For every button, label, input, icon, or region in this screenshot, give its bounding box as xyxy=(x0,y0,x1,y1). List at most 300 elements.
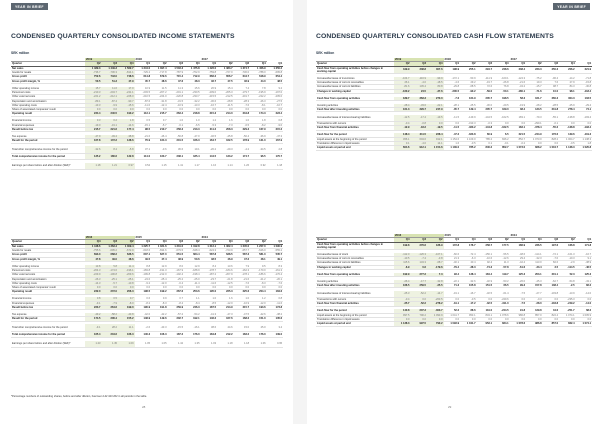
value-cell: 211.2 xyxy=(201,128,218,132)
value-cell: -104.7 xyxy=(394,77,411,81)
value-cell: 259.5 xyxy=(411,284,428,288)
value-cell: 149.6 xyxy=(151,317,168,321)
value-cell: 114.0 xyxy=(135,153,152,160)
value-cell: -8.2 xyxy=(250,123,267,127)
quarter-label: Q2 xyxy=(427,238,444,242)
value-cell: -192.4 xyxy=(168,273,185,277)
value-cell: 1.0 xyxy=(168,119,185,123)
value-cell: -193.4 xyxy=(576,115,593,122)
quarter-label: Q3 xyxy=(477,238,494,242)
value-cell: 1.6 xyxy=(217,119,234,123)
value-cell: -19.5 xyxy=(427,115,444,122)
value-cell: -180.1 xyxy=(510,89,527,93)
value-cell: -244.5 xyxy=(493,309,510,313)
value-cell: 115.6 xyxy=(394,261,411,265)
value-cell: 46.9 xyxy=(234,79,251,83)
value-cell: 1 109.0 xyxy=(444,146,461,150)
quarter-label: Q1 xyxy=(201,62,218,66)
quarter-label: Q2 xyxy=(250,240,267,244)
value-cell: 186.9 xyxy=(510,242,527,249)
value-cell: 49.0 xyxy=(102,257,119,261)
value-cell: -0.3 xyxy=(477,122,494,126)
value-cell: 91.8 xyxy=(510,309,527,313)
value-cell: 1 245.0 xyxy=(234,244,251,248)
value-cell: 1.8 xyxy=(118,119,135,123)
value-cell: 0.7 xyxy=(151,119,168,123)
row-label: Cash flow from financial activities xyxy=(316,302,394,306)
value-cell: 668.2 xyxy=(102,253,119,257)
value-cell: -89.1 xyxy=(85,99,102,103)
row-label: Personnel costs xyxy=(11,90,85,94)
value-cell: -201.1 xyxy=(168,90,185,94)
value-cell: 46.9 xyxy=(217,257,234,261)
row-label: Cash flow for the period xyxy=(316,309,394,313)
value-cell: 0.0 xyxy=(526,142,543,146)
value-cell: -61.4 xyxy=(493,291,510,298)
value-cell: 48.6 xyxy=(118,257,135,261)
value-cell: 666.2 xyxy=(201,75,218,79)
row-label: Cash flow after investing activities xyxy=(316,108,394,112)
value-cell: 828.2 xyxy=(543,137,560,141)
value-cell: 294.7 xyxy=(477,66,494,73)
value-cell: 1.18 xyxy=(234,341,251,348)
value-cell: 14.1 xyxy=(427,142,444,146)
value-cell: -7.5 xyxy=(510,291,527,298)
value-cell: -12.0 xyxy=(151,281,168,285)
row-label: Other operating costs xyxy=(11,281,85,285)
value-cell: 5.8 xyxy=(102,265,119,269)
value-cell: 1 074.1 xyxy=(559,313,576,317)
value-cell: -56.8 xyxy=(168,135,185,139)
value-cell: -6.4 xyxy=(168,281,185,285)
value-cell: 163.7 xyxy=(151,153,168,160)
value-cell: -42.6 xyxy=(250,313,267,317)
page-title: CONDENSED QUARTERLY CONSOLIDATED INCOME STATEMENTS xyxy=(11,33,235,40)
value-cell: 1.16 xyxy=(201,163,218,170)
value-cell: -55.1 xyxy=(543,115,560,122)
value-cell: 186.9 xyxy=(427,242,444,249)
value-cell: -3.8 xyxy=(427,256,444,260)
value-cell: 0.0 xyxy=(543,298,560,302)
value-cell: -9.2 xyxy=(135,281,152,285)
value-cell: 135.2 xyxy=(85,153,102,160)
value-cell: 192.1 xyxy=(184,317,201,321)
value-cell: -79.4 xyxy=(444,265,461,269)
value-cell: 1 073.0 xyxy=(526,137,543,141)
row-label: Translation difference in liquid assets xyxy=(316,318,394,322)
value-cell: 0.0 xyxy=(184,108,201,112)
value-cell: 1.2 xyxy=(250,297,267,301)
value-cell: -32.5 xyxy=(477,302,494,306)
value-cell: 192.9 xyxy=(394,273,411,277)
value-cell: 7.6 xyxy=(543,80,560,84)
quarter-label: Q4 xyxy=(526,238,543,242)
value-cell: 139.4 xyxy=(460,108,477,112)
value-cell: 8.4 xyxy=(102,146,119,153)
value-cell: -12.5 xyxy=(394,115,411,122)
value-cell: -0.4 xyxy=(394,298,411,302)
income-table-2017-2019 xyxy=(11,58,283,170)
value-cell: 1 005.9 xyxy=(576,313,593,317)
value-cell: 172.8 xyxy=(444,242,461,249)
value-cell: -6.5 xyxy=(234,123,251,127)
value-cell: -21.8 xyxy=(217,277,234,281)
value-cell: 1 109.0 xyxy=(460,137,477,141)
value-cell: 165.4 xyxy=(85,331,102,338)
row-label: Increase/decrease of interest-bearing liabilities xyxy=(316,291,394,298)
value-cell: 1.2 xyxy=(201,119,218,123)
value-cell: -37.6 xyxy=(427,89,444,93)
value-cell: 712.9 xyxy=(184,75,201,79)
value-cell: -706.3 xyxy=(102,70,119,74)
year-label: 2016 xyxy=(394,234,444,238)
value-cell: -0.8 xyxy=(411,122,428,126)
value-cell: 51.3 xyxy=(102,79,119,83)
value-cell: -138.8 xyxy=(559,115,576,122)
value-cell: 0.0 xyxy=(135,108,152,112)
value-cell: 174.5 xyxy=(85,317,102,321)
value-cell: 693.0 xyxy=(85,253,102,257)
year-label: 2014 xyxy=(201,236,267,240)
value-cell: 349.9 xyxy=(394,66,411,73)
value-cell: 66.5 xyxy=(493,284,510,288)
value-cell: 215.7 xyxy=(151,112,168,116)
table-row xyxy=(11,331,283,338)
value-cell: 607.1 xyxy=(135,253,152,257)
value-cell: 0.0 xyxy=(85,286,102,290)
row-label: Result for the period xyxy=(11,139,85,143)
value-cell: 129.8 xyxy=(526,309,543,313)
value-cell: 604.6 xyxy=(394,146,411,150)
value-cell: 7.8 xyxy=(250,87,267,91)
value-cell: -263.5 xyxy=(427,298,444,302)
value-cell: 258.3 xyxy=(168,128,185,132)
value-cell: -90.7 xyxy=(118,99,135,103)
value-cell: 8.3 xyxy=(267,265,284,269)
value-cell: 113.1 xyxy=(135,112,152,116)
value-cell: -11.5 xyxy=(217,103,234,107)
value-cell: -31.8 xyxy=(151,99,168,103)
unit-label: SEK million xyxy=(316,51,335,55)
value-cell: -220.8 xyxy=(168,95,185,99)
value-cell: -378.4 xyxy=(526,126,543,130)
value-cell: 174.3 xyxy=(250,112,267,116)
value-cell: 146.2 xyxy=(201,317,218,321)
value-cell: -42.4 xyxy=(510,261,527,265)
value-cell: -7.5 xyxy=(510,302,527,306)
value-cell: 260.3 xyxy=(543,97,560,101)
value-cell: -26.0 xyxy=(510,280,527,284)
value-cell: -8.5 xyxy=(201,301,218,305)
value-cell: -626.0 xyxy=(250,248,267,252)
value-cell: 953.1 xyxy=(460,313,477,317)
quarter-label: Q2 xyxy=(217,62,234,66)
value-cell: 215.3 xyxy=(201,112,218,116)
value-cell: 24.5 xyxy=(411,89,428,93)
value-cell: -71.8 xyxy=(576,77,593,81)
value-cell: -90.2 xyxy=(460,89,477,93)
value-cell: -15.7 xyxy=(526,85,543,89)
value-cell: 161.3 xyxy=(394,108,411,112)
value-cell: -174.6 xyxy=(102,268,119,272)
value-cell: 743.0 xyxy=(102,75,119,79)
value-cell: 247.9 xyxy=(427,108,444,112)
value-cell: -30.6 xyxy=(201,99,218,103)
value-cell: 206.3 xyxy=(118,290,135,294)
value-cell: 1 383.7 xyxy=(217,66,234,70)
quarter-label: Q1 xyxy=(135,62,152,66)
quarter-label: Q4 xyxy=(559,62,576,66)
value-cell: 199.0 xyxy=(118,306,135,310)
value-cell: 828.2 xyxy=(526,146,543,150)
value-cell: -19.7 xyxy=(477,80,494,84)
value-cell: -34.5 xyxy=(250,146,267,153)
value-cell: -46.5 xyxy=(576,265,593,269)
value-cell: 338.8 xyxy=(411,66,428,73)
year-label: 2017 xyxy=(201,58,267,62)
value-cell: -60.6 xyxy=(444,253,461,257)
value-cell: -7.6 xyxy=(267,281,284,285)
value-cell: -736.7 xyxy=(85,70,102,74)
value-cell: -43.3 xyxy=(151,324,168,331)
value-cell: -12.0 xyxy=(250,301,267,305)
value-cell: -49.4 xyxy=(102,135,119,139)
value-cell: -209.0 xyxy=(201,90,218,94)
value-cell: -12.6 xyxy=(493,256,510,260)
quarter-label: Q1 xyxy=(267,240,284,244)
quarter-label: Q3 xyxy=(234,62,251,66)
value-cell: -2.9 xyxy=(559,261,576,265)
value-cell: 167.9 xyxy=(250,128,267,132)
value-cell: -6.1 xyxy=(168,123,185,127)
value-cell: 1 225.7 xyxy=(135,244,152,248)
value-cell: -28.8 xyxy=(217,99,234,103)
value-cell: -116.9 xyxy=(411,77,428,81)
value-cell: 1.23 xyxy=(85,341,102,348)
row-label: Depreciation and amortisation xyxy=(11,277,85,281)
value-cell: 822.4 xyxy=(559,322,576,326)
row-label: Goods for resale xyxy=(11,248,85,252)
page-number: 28 xyxy=(142,405,146,409)
value-cell: 0.0 xyxy=(510,122,527,126)
value-cell: 1 309.4 xyxy=(118,244,135,248)
value-cell: 1.09 xyxy=(118,341,135,348)
quarter-label: Q3 xyxy=(168,62,185,66)
value-cell: -191.3 xyxy=(151,268,168,272)
value-cell: -2.5 xyxy=(559,284,576,288)
value-cell: -657.7 xyxy=(234,248,251,252)
value-cell: 232.0 xyxy=(85,290,102,294)
value-cell: 0.3 xyxy=(85,119,102,123)
quarter-label: Q2 xyxy=(151,62,168,66)
quarter-label: Q4 xyxy=(151,240,168,244)
value-cell: 225.6 xyxy=(234,290,251,294)
value-cell: -170.4 xyxy=(267,273,284,277)
quarter-header-label: Quarter xyxy=(11,62,85,66)
value-cell: -14.6 xyxy=(118,123,135,127)
value-cell: 1 426.0 xyxy=(201,66,218,70)
value-cell: 8.4 xyxy=(201,265,218,269)
value-cell: -59.0 xyxy=(477,89,494,93)
value-cell: -17.7 xyxy=(411,280,428,284)
value-cell: 11.3 xyxy=(493,261,510,265)
value-cell: -10.9 xyxy=(234,301,251,305)
value-cell: 1 362.4 xyxy=(217,244,234,248)
value-cell: 278.4 xyxy=(559,108,576,112)
row-label: Transactions with owners xyxy=(316,298,394,302)
quarter-label: Q4 xyxy=(118,62,135,66)
value-cell: -161.3 xyxy=(267,268,284,272)
value-cell: -7.0 xyxy=(543,256,560,260)
value-cell: 852.7 xyxy=(493,146,510,150)
value-cell: 215.7 xyxy=(85,128,102,132)
value-cell: 0.0 xyxy=(444,298,461,302)
value-cell: 74.1 xyxy=(576,108,593,112)
value-cell: 953.1 xyxy=(477,322,494,326)
value-cell: 1.18 xyxy=(217,341,234,348)
value-cell: 10.9 xyxy=(135,87,152,91)
value-cell: -212.5 xyxy=(217,95,234,99)
value-cell: -32.5 xyxy=(477,291,494,298)
value-cell: 0.0 xyxy=(250,286,267,290)
value-cell: -196.8 xyxy=(102,273,119,277)
value-cell: -26.3 xyxy=(250,99,267,103)
year-label: 2015 xyxy=(444,234,510,238)
value-cell: -7.6 xyxy=(234,103,251,107)
value-cell: -18.2 xyxy=(411,126,428,130)
value-cell: 0.97 xyxy=(118,163,135,170)
value-cell: 1 344.0 xyxy=(135,66,152,70)
value-cell: -199.8 xyxy=(135,273,152,277)
value-cell: 0.6 xyxy=(135,297,152,301)
value-cell: 195.0 xyxy=(201,290,218,294)
value-cell: 834.1 xyxy=(477,313,494,317)
value-cell: -13.9 xyxy=(559,291,576,298)
value-cell: -0.3 xyxy=(526,298,543,302)
value-cell: 52.2 xyxy=(444,309,461,313)
value-cell: -196.1 xyxy=(118,268,135,272)
value-cell: -14.0 xyxy=(576,302,593,306)
value-cell: -57.8 xyxy=(493,265,510,269)
value-cell: 221.9 xyxy=(576,66,593,73)
value-cell: -25.5 xyxy=(460,104,477,108)
value-cell: 169.0 xyxy=(493,108,510,112)
value-cell: -249.2 xyxy=(559,302,576,306)
year-label: 2019 xyxy=(85,58,135,62)
value-cell: -172.1 xyxy=(444,77,461,81)
value-cell: -4.6 xyxy=(444,80,461,84)
value-cell: -9.1 xyxy=(85,324,102,331)
value-cell: 0.0 xyxy=(460,318,477,322)
value-cell: -209.6 xyxy=(118,273,135,277)
value-cell: -2.6 xyxy=(135,324,152,331)
value-cell: 0.0 xyxy=(201,286,218,290)
value-cell: -25.3 xyxy=(394,291,411,298)
value-cell: 986.8 xyxy=(526,322,543,326)
quarter-label: Q4 xyxy=(460,238,477,242)
row-label: Operating result xyxy=(11,290,85,294)
quarter-label: Q4 xyxy=(394,238,411,242)
value-cell: 664.4 xyxy=(184,253,201,257)
value-cell: 36.6 xyxy=(168,146,185,153)
value-cell: 0.0 xyxy=(102,286,119,290)
value-cell: 198.5 xyxy=(135,290,152,294)
table-row xyxy=(11,324,283,331)
value-cell: 581.0 xyxy=(250,253,267,257)
value-cell: 277.2 xyxy=(411,273,428,277)
value-cell: -12.0 xyxy=(217,301,234,305)
value-cell: 133.5 xyxy=(526,108,543,112)
value-cell: -212.0 xyxy=(151,273,168,277)
value-cell: -32.2 xyxy=(184,99,201,103)
value-cell: 304.3 xyxy=(559,97,576,101)
value-cell: 0.0 xyxy=(394,318,411,322)
value-cell: 215.2 xyxy=(267,128,284,132)
value-cell: -12.4 xyxy=(151,103,168,107)
value-cell: 199.2 xyxy=(151,290,168,294)
value-cell: 15.6 xyxy=(184,87,201,91)
value-cell: 161.7 xyxy=(526,97,543,101)
value-cell: 258.7 xyxy=(477,242,494,249)
value-cell: 183.1 xyxy=(510,126,527,130)
value-cell: 1 041.7 xyxy=(444,313,461,317)
row-label: Share of associated companies' result xyxy=(11,108,85,112)
value-cell: 0.0 xyxy=(477,318,494,322)
value-cell: 105.8 xyxy=(460,284,477,288)
value-cell: -7.4 xyxy=(411,256,428,260)
value-cell: -205.3 xyxy=(217,90,234,94)
value-cell: 184.4 xyxy=(477,273,494,277)
value-cell: 27.9 xyxy=(559,80,576,84)
value-cell: 47.4 xyxy=(151,257,168,261)
value-cell: 0.8 xyxy=(85,297,102,301)
value-cell: 0.0 xyxy=(151,286,168,290)
value-cell: -29.3 xyxy=(217,146,234,153)
value-cell: 785.2 xyxy=(477,137,494,141)
value-cell: 0.0 xyxy=(427,318,444,322)
value-cell: 0.0 xyxy=(444,122,461,126)
row-label: Net sales xyxy=(11,244,85,248)
quarter-label: Q3 xyxy=(411,238,428,242)
value-cell: -198.4 xyxy=(184,273,201,277)
quarter-label: Q3 xyxy=(543,238,560,242)
value-cell: -251.7 xyxy=(559,309,576,313)
value-cell: 1.35 xyxy=(184,341,201,348)
value-cell: 167.8 xyxy=(85,139,102,143)
value-cell: -27.7 xyxy=(526,291,543,298)
value-cell: -10.5 xyxy=(394,256,411,260)
row-label: Liquid assets at period end xyxy=(316,322,394,326)
value-cell: 98.7 xyxy=(543,85,560,89)
unit-label: SEK million xyxy=(11,51,30,55)
value-cell: 205.7 xyxy=(477,108,494,112)
row-label: Tax expense xyxy=(11,135,85,139)
value-cell: 48.6 xyxy=(151,79,168,83)
value-cell: -47.5 xyxy=(234,313,251,317)
value-cell: 651.5 xyxy=(168,253,185,257)
value-cell: -26.4 xyxy=(394,280,411,284)
value-cell: 98.1 xyxy=(559,89,576,93)
value-cell: 10.0 xyxy=(543,89,560,93)
value-cell: -20.2 xyxy=(201,146,218,153)
value-cell: 49.5 xyxy=(135,257,152,261)
row-label: Depreciation and amortisation xyxy=(11,99,85,103)
value-cell: 139.0 xyxy=(267,331,284,338)
value-cell: 1 207.0 xyxy=(250,244,267,248)
value-cell: 12.9 xyxy=(184,265,201,269)
value-cell: 178.9 xyxy=(234,139,251,143)
value-cell: 1.05 xyxy=(151,341,168,348)
